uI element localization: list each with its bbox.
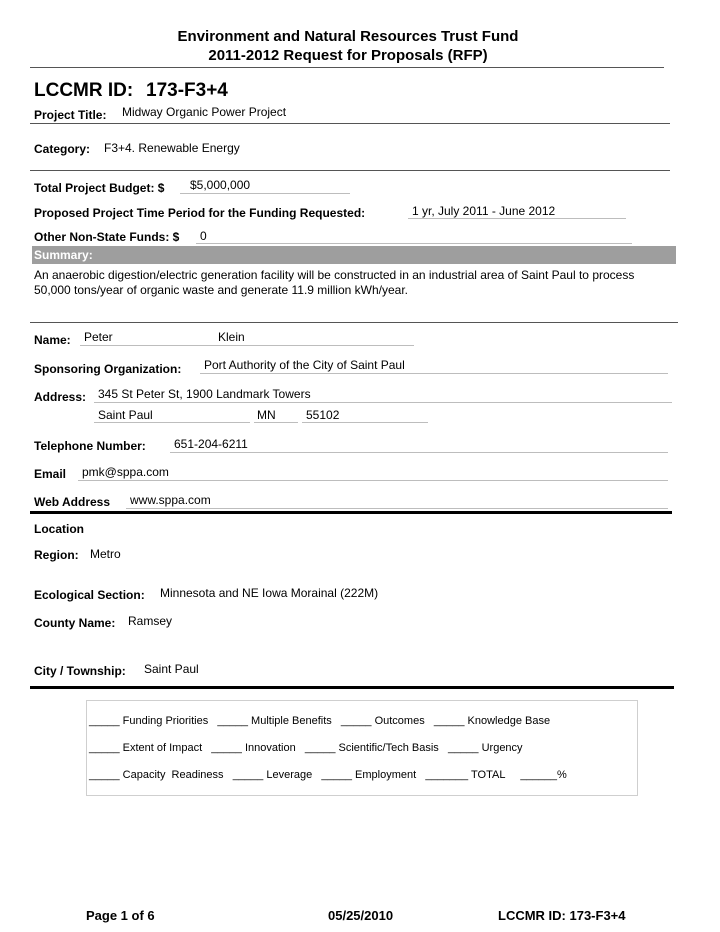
sponsoring-org-label: Sponsoring Organization: bbox=[34, 362, 182, 376]
name-underline bbox=[80, 345, 414, 346]
city-township-label: City / Township: bbox=[34, 664, 126, 678]
telephone-label: Telephone Number: bbox=[34, 439, 146, 453]
other-funds-label: Other Non-State Funds: $ bbox=[34, 230, 180, 244]
name-label: Name: bbox=[34, 333, 71, 347]
city-value: Saint Paul bbox=[98, 408, 153, 422]
web-address-value: www.sppa.com bbox=[130, 493, 211, 507]
region-value: Metro bbox=[90, 547, 121, 561]
project-title-value: Midway Organic Power Project bbox=[122, 105, 287, 119]
lccmr-id-value: 173-F3+4 bbox=[146, 80, 228, 101]
time-period-underline bbox=[408, 218, 626, 219]
other-funds-underline bbox=[196, 243, 632, 244]
summary-text: An anaerobic digestion/electric generation facility will be constructed in an industrial area of Saint Paul to process 50,000 tons/year of organic waste and generate 11.9 million kWh/year. bbox=[34, 268, 635, 297]
total-budget-value: $5,000,000 bbox=[190, 178, 251, 192]
scoring-box bbox=[86, 700, 638, 796]
project-title-label: Project Title: bbox=[34, 108, 107, 122]
rule-after-title bbox=[30, 123, 670, 124]
street-value: 345 St Peter St, 1900 Landmark Towers bbox=[98, 387, 311, 401]
email-label: Email bbox=[34, 467, 67, 481]
last-name-value: Klein bbox=[218, 330, 245, 344]
time-period-value: 1 yr, July 2011 - June 2012 bbox=[412, 204, 556, 218]
summary-label: Summary: bbox=[34, 248, 93, 262]
footer-date: 05/25/2010 bbox=[328, 908, 394, 923]
footer-page-number: Page 1 of 6 bbox=[86, 908, 155, 923]
county-label: County Name: bbox=[34, 616, 116, 630]
ecological-section-value: Minnesota and NE Iowa Morainal (222M) bbox=[160, 586, 379, 600]
scoring-row-2: _____ Extent of Impact _____ Innovation _____ Scientific/Tech Basis _____ Urgency bbox=[89, 742, 523, 754]
county-value: Ramsey bbox=[128, 614, 173, 628]
ecological-section-label: Ecological Section: bbox=[34, 588, 145, 602]
region-label: Region: bbox=[34, 548, 79, 562]
zip-value: 55102 bbox=[306, 408, 340, 422]
scoring-row-1: _____ Funding Priorities _____ Multiple Benefits _____ Outcomes _____ Knowledge Base bbox=[89, 715, 551, 727]
state-value: MN bbox=[257, 408, 276, 422]
sponsoring-org-underline bbox=[200, 373, 668, 374]
location-heading: Location bbox=[34, 522, 84, 536]
header-line-1: Environment and Natural Resources Trust Fund bbox=[177, 28, 519, 45]
header-rule bbox=[30, 67, 664, 68]
category-value: F3+4. Renewable Energy bbox=[104, 141, 240, 155]
time-period-label: Proposed Project Time Period for the Funding Requested: bbox=[34, 206, 366, 220]
footer-lccmr-id: LCCMR ID: 173-F3+4 bbox=[498, 908, 626, 923]
web-address-underline bbox=[126, 508, 668, 509]
rule-after-category bbox=[30, 170, 670, 171]
city-underline bbox=[94, 422, 250, 423]
email-underline bbox=[78, 480, 668, 481]
street-underline bbox=[94, 402, 672, 403]
header-line-2: 2011-2012 Request for Proposals (RFP) bbox=[208, 47, 488, 64]
address-label: Address: bbox=[34, 390, 87, 404]
lccmr-id-label: LCCMR ID: bbox=[34, 80, 134, 101]
first-name-value: Peter bbox=[84, 330, 113, 344]
rule-after-location bbox=[30, 686, 674, 689]
web-address-label: Web Address bbox=[34, 495, 111, 509]
total-budget-underline bbox=[180, 193, 350, 194]
email-value: pmk@sppa.com bbox=[82, 465, 169, 479]
telephone-underline bbox=[170, 452, 668, 453]
zip-underline bbox=[302, 422, 428, 423]
rule-before-location bbox=[30, 511, 672, 514]
category-label: Category: bbox=[34, 142, 91, 156]
rule-after-summary bbox=[30, 322, 678, 323]
summary-bar bbox=[32, 246, 676, 264]
other-funds-value: 0 bbox=[200, 229, 207, 243]
total-budget-label: Total Project Budget: $ bbox=[34, 181, 165, 195]
state-underline bbox=[254, 422, 298, 423]
sponsoring-org-value: Port Authority of the City of Saint Paul bbox=[204, 358, 405, 372]
scoring-row-3: _____ Capacity Readiness _____ Leverage _____ Employment _______ TOTAL ______% bbox=[89, 769, 567, 781]
city-township-value: Saint Paul bbox=[144, 662, 199, 676]
telephone-value: 651-204-6211 bbox=[174, 437, 248, 451]
